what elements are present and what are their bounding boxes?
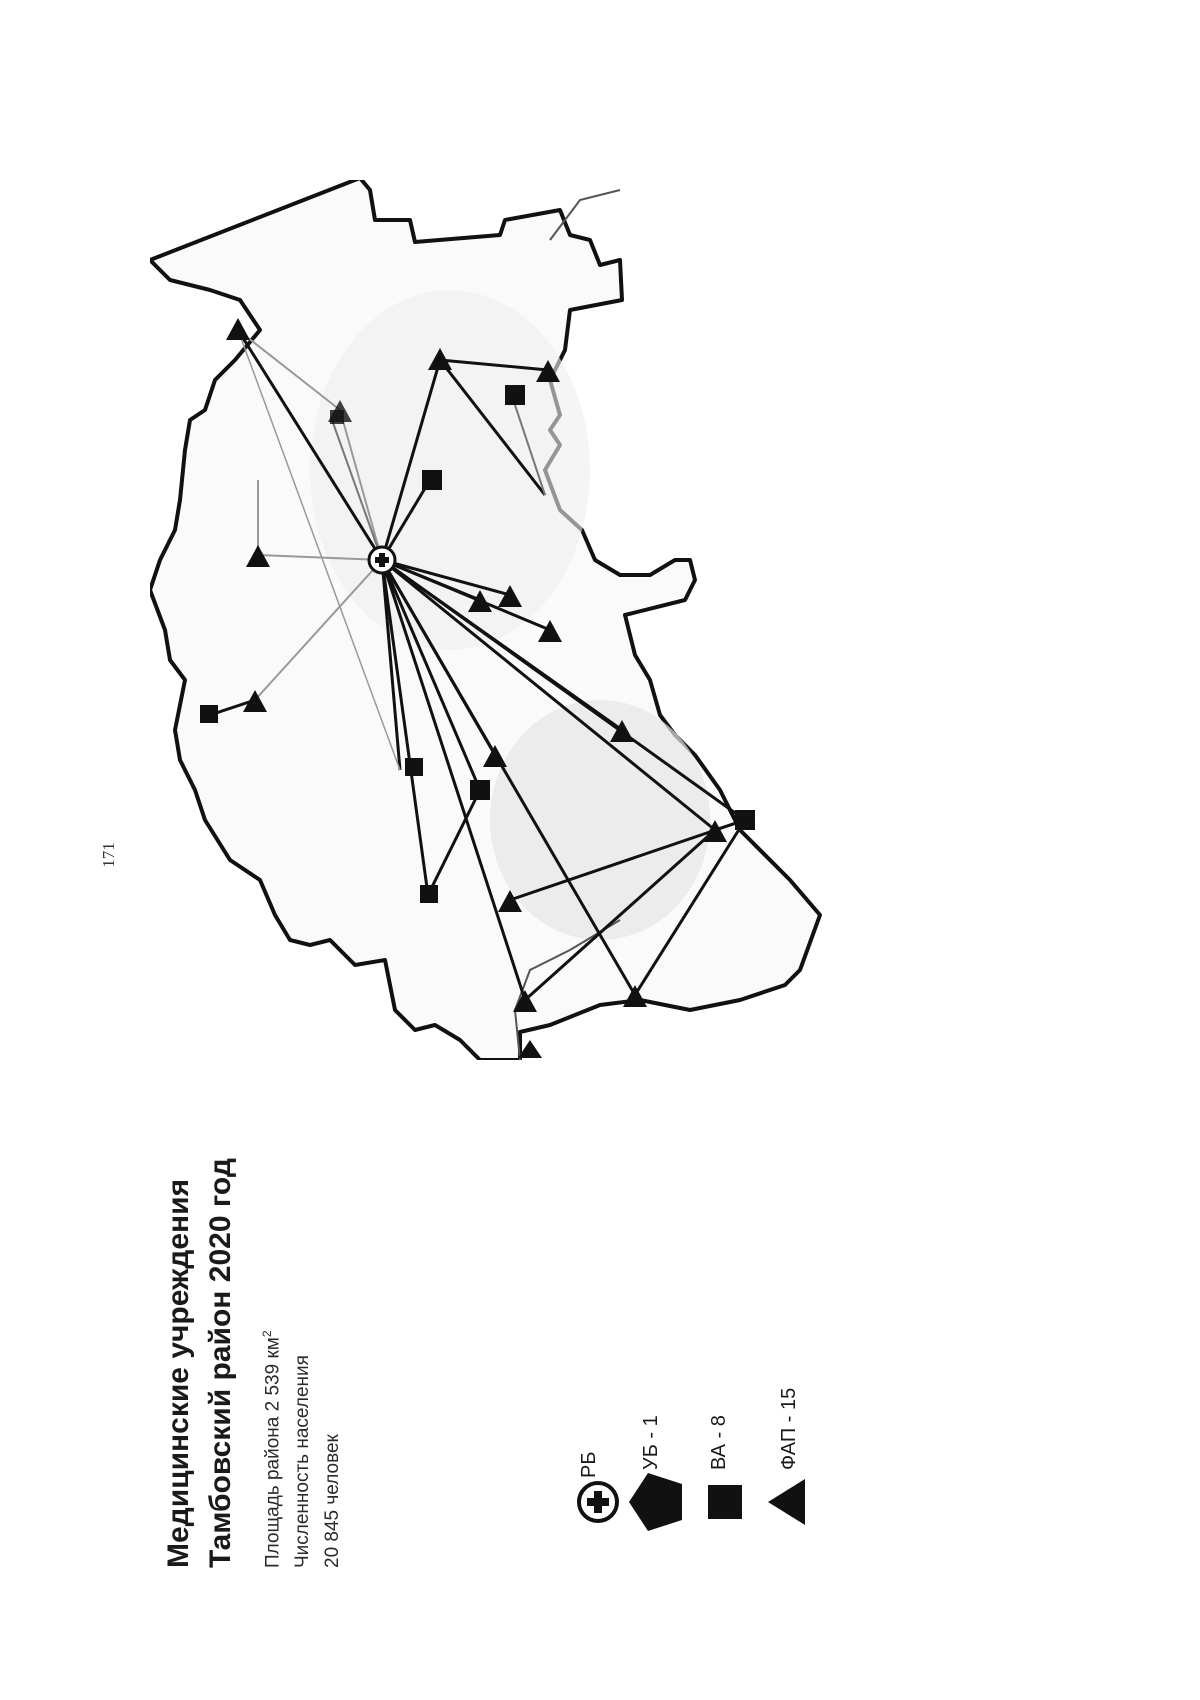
va-square-icon	[422, 470, 442, 490]
page-number: 171	[98, 842, 118, 868]
va-square-icon	[505, 385, 525, 405]
district-map	[150, 180, 850, 1060]
legend-label-fap: ФАП - 15	[778, 1387, 800, 1470]
population-value: 20 845 человек	[322, 1434, 344, 1568]
legend-label-ub: УБ - 1	[640, 1415, 662, 1470]
legend-label-rb: РБ	[578, 1451, 600, 1478]
title-line-2: Тамбовский район 2020 год	[204, 1158, 237, 1568]
legend-label-va: ВА - 8	[708, 1415, 730, 1470]
pentagon-icon	[629, 1473, 682, 1531]
fap-triangle-icon	[226, 318, 250, 340]
va-square-icon	[735, 810, 755, 830]
triangle-icon	[768, 1479, 805, 1525]
population-label: Численность населения	[292, 1355, 314, 1568]
hub-rb-icon	[369, 547, 395, 573]
title-line-1: Медицинские учреждения	[162, 1178, 195, 1568]
va-square-icon	[470, 780, 490, 800]
hospital-cross-icon	[579, 1483, 617, 1521]
area-superscript: 2	[260, 1330, 274, 1338]
square-icon	[708, 1485, 742, 1519]
va-square-icon	[420, 885, 438, 903]
terrain-shade	[310, 290, 590, 650]
va-square-icon	[405, 758, 423, 776]
va-square-icon	[200, 705, 218, 723]
area-prefix: Площадь района 2 539 км	[262, 1337, 284, 1568]
